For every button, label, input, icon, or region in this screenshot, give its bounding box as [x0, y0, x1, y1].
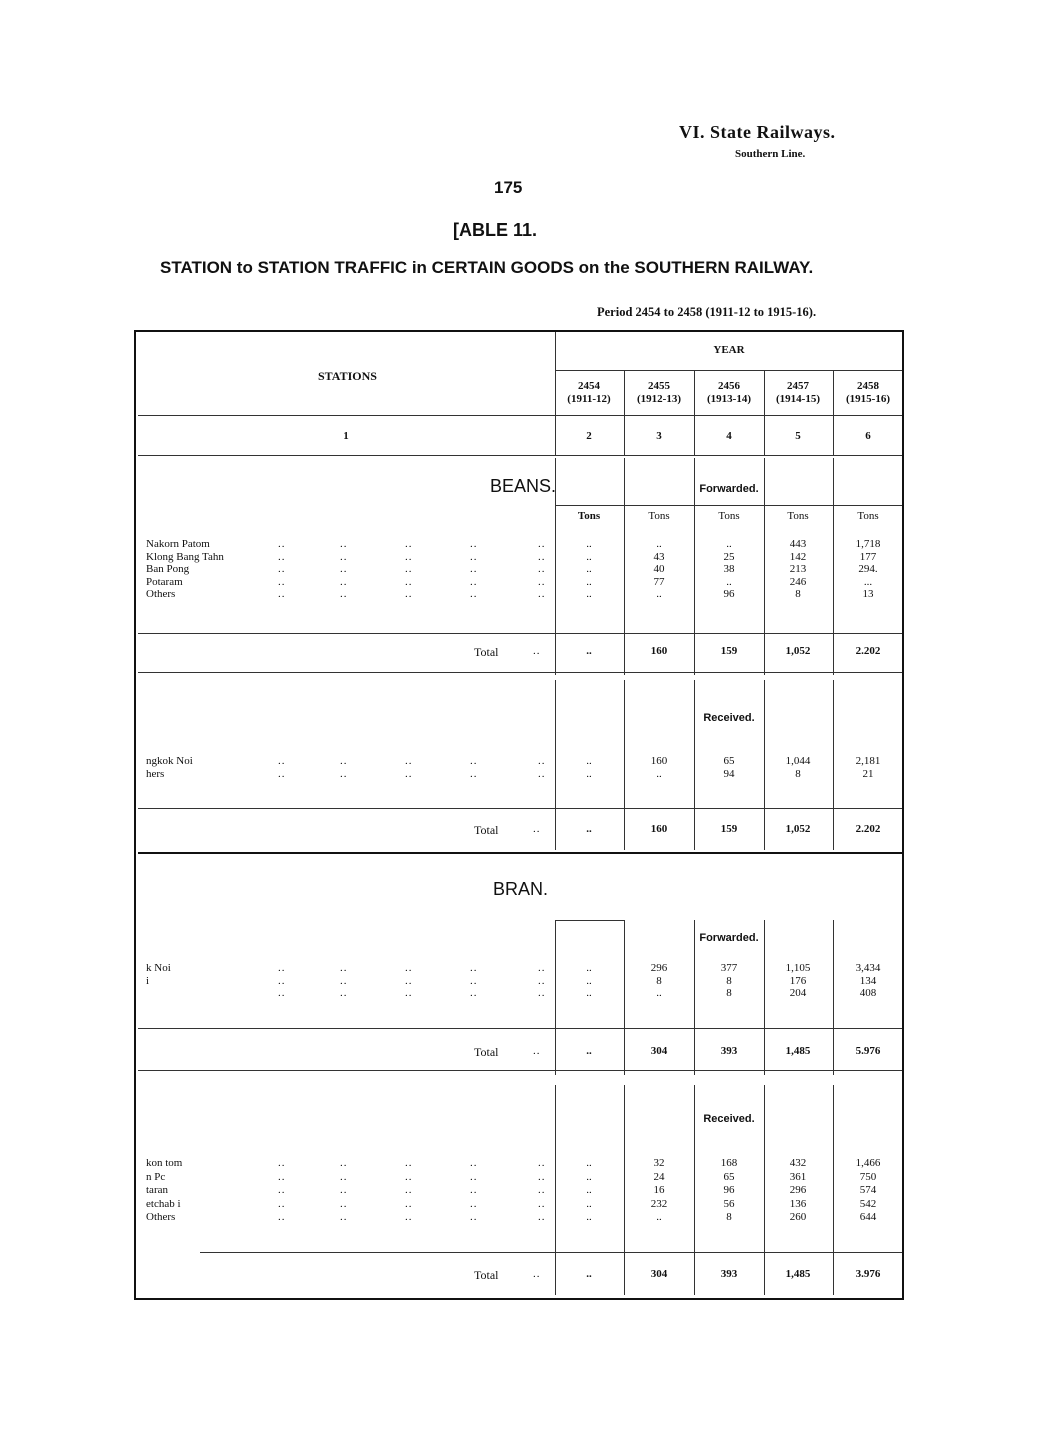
leader-dots: .. [470, 588, 478, 600]
beans-forwarded-value: .. [656, 588, 662, 600]
leader-dots: .. [470, 755, 478, 767]
leader-dots: .. [405, 538, 413, 550]
leader-dots: .. [340, 987, 348, 999]
column-rule [555, 680, 556, 850]
beans-forwarded-value: .. [586, 538, 592, 550]
beans-forwarded-total-value: 160 [650, 645, 668, 657]
beans-forwarded-value: 38 [723, 563, 735, 575]
leader-dots: .. [278, 1184, 286, 1196]
bran-forwarded-value: .. [586, 962, 592, 974]
column-rule [624, 680, 625, 850]
beans-section-title: BEANS. [490, 476, 557, 496]
beans-forwarded-station-name: Klong Bang Tahn [146, 550, 224, 563]
beans-forwarded-value: .. [586, 575, 592, 588]
header-rule [138, 415, 902, 416]
leader-dots: .. [533, 823, 541, 835]
leader-dots: .. [340, 563, 348, 575]
leader-dots: .. [405, 588, 413, 600]
leader-dots: .. [470, 563, 478, 575]
bran-received-total-value: 3.976 [855, 1268, 881, 1280]
column-rule [833, 920, 834, 1075]
bran-forwarded-total-value: 304 [650, 1045, 668, 1057]
leader-dots: .. [405, 575, 413, 588]
column-number: 4 [726, 430, 732, 442]
section-divider [138, 852, 902, 854]
beans-forwarded-value: ... [863, 575, 873, 588]
column-rule [833, 1085, 834, 1295]
bran-received-value: 296 [789, 1184, 807, 1196]
beans-forwarded-value: .. [586, 563, 592, 575]
line-subheading: Southern Line. [735, 148, 806, 160]
beans-received-label: Received. [703, 712, 755, 724]
beans-forwarded-value: 294. [858, 563, 878, 575]
leader-dots: .. [538, 755, 546, 767]
bran-received-total-value: 393 [720, 1268, 738, 1280]
beans-received-total-value: 159 [720, 823, 738, 835]
bran-forwarded-total-value: 5.976 [855, 1045, 881, 1057]
bran-forwarded-value: 204 [789, 987, 807, 999]
bran-forwarded-value: 1,105 [785, 962, 811, 974]
leader-dots: .. [340, 550, 348, 563]
leader-dots: .. [278, 974, 286, 987]
beans-forwarded-value: .. [726, 575, 732, 588]
beans-forwarded-value: .. [656, 538, 662, 550]
beans-forwarded-value: .. [726, 538, 732, 550]
bran-received-station-name: kon tom [146, 1157, 183, 1169]
rule [555, 920, 624, 921]
bran-received-value: .. [586, 1197, 592, 1210]
bran-received-value: 65 [723, 1170, 735, 1183]
beans-forwarded-value: 77 [653, 575, 665, 588]
beans-forwarded-value: 96 [723, 588, 735, 600]
leader-dots: .. [340, 575, 348, 588]
beans-received-value: 8 [795, 767, 801, 780]
bran-received-value: 16 [653, 1184, 665, 1196]
unit-label: Tons [718, 510, 740, 522]
year-column-rule [764, 371, 765, 455]
bran-received-value: 750 [859, 1170, 877, 1183]
leader-dots: .. [340, 1197, 348, 1210]
leader-dots: .. [278, 1211, 286, 1223]
year-ce-label: (1912-13) [637, 393, 681, 405]
leader-dots: .. [533, 1268, 541, 1280]
year-column-rule [833, 371, 834, 455]
year-ce-label: (1913-14) [707, 393, 751, 405]
leader-dots: .. [538, 575, 546, 588]
beans-forwarded-total-value: .. [586, 645, 592, 657]
beans-forwarded-value: 1,718 [855, 538, 881, 550]
leader-dots: .. [538, 1184, 546, 1196]
column-number: 6 [865, 430, 871, 442]
bran-forwarded-value: 8 [726, 974, 732, 987]
year-be-label: 2457 [787, 380, 809, 392]
bran-forwarded-total-label: Total [474, 1045, 499, 1059]
beans-forwarded-value: 8 [795, 588, 801, 600]
beans-forwarded-total-value: 2.202 [855, 645, 881, 657]
column-rule [833, 680, 834, 850]
leader-dots: .. [278, 1157, 286, 1169]
bran-received-value: 432 [789, 1157, 807, 1169]
bran-received-station-name: taran [146, 1184, 168, 1196]
leader-dots: .. [405, 1184, 413, 1196]
column-number: 3 [656, 430, 662, 442]
unit-label: Tons [648, 510, 670, 522]
bran-received-value: 542 [859, 1197, 877, 1210]
bran-forwarded-value: 296 [650, 962, 668, 974]
year-be-label: 2455 [648, 380, 670, 392]
numbering-rule [138, 455, 902, 456]
stations-column-number: 1 [343, 430, 349, 442]
leader-dots: .. [538, 767, 546, 780]
leader-dots: .. [405, 987, 413, 999]
leader-dots: .. [340, 1170, 348, 1183]
beans-received-value: .. [586, 755, 592, 767]
beans-forwarded-value: .. [586, 550, 592, 563]
leader-dots: .. [278, 550, 286, 563]
beans-received-total-value: .. [586, 823, 592, 835]
leader-dots: .. [470, 575, 478, 588]
leader-dots: .. [538, 1157, 546, 1169]
bran-received-value: 168 [720, 1157, 738, 1169]
leader-dots: .. [470, 1211, 478, 1223]
beans-received-station-name: hers [146, 767, 165, 780]
beans-received-value: 1,044 [785, 755, 811, 767]
bran-received-value: 574 [859, 1184, 877, 1196]
bran-received-value: .. [586, 1157, 592, 1169]
leader-dots: .. [405, 767, 413, 780]
bran-forwarded-value: .. [586, 987, 592, 999]
bran-forwarded-total-value: 393 [720, 1045, 738, 1057]
leader-dots: .. [405, 755, 413, 767]
bran-received-value: .. [586, 1211, 592, 1223]
bran-received-value: 232 [650, 1197, 668, 1210]
bran-forwarded-value: .. [656, 987, 662, 999]
leader-dots: .. [340, 588, 348, 600]
beans-forwarded-value: 246 [789, 575, 807, 588]
bran-forwarded-total-value: .. [586, 1045, 592, 1057]
rule [138, 1070, 902, 1071]
bran-received-total-value: 304 [650, 1268, 668, 1280]
bran-received-value: 96 [723, 1184, 735, 1196]
bran-forwarded-station-name: i [146, 974, 150, 987]
year-header: YEAR [713, 344, 745, 356]
bran-received-value: .. [656, 1211, 662, 1223]
beans-forwarded-total-label: Total [474, 645, 499, 659]
leader-dots: .. [538, 588, 546, 600]
bran-forwarded-value: 8 [726, 987, 732, 999]
bran-received-total-label: Total [474, 1268, 499, 1282]
rule [138, 633, 902, 634]
bran-received-value: 32 [653, 1157, 665, 1169]
leader-dots: .. [278, 563, 286, 575]
bran-received-value: 24 [653, 1170, 665, 1183]
leader-dots: .. [278, 1170, 286, 1183]
leader-dots: .. [340, 1211, 348, 1223]
bran-section-title: BRAN. [493, 879, 549, 899]
leader-dots: .. [538, 962, 546, 974]
rule [555, 505, 902, 506]
beans-forwarded-station-name: Others [146, 588, 176, 600]
bran-received-value: 361 [789, 1170, 807, 1183]
bran-received-station-name: n Pc [146, 1170, 166, 1183]
beans-received-value: .. [656, 767, 662, 780]
column-rule [624, 920, 625, 1075]
leader-dots: .. [538, 1211, 546, 1223]
beans-received-value: 94 [723, 767, 735, 780]
column-rule [624, 458, 625, 675]
beans-received-value: 2,181 [855, 755, 881, 767]
column-rule [694, 680, 695, 850]
table-title: STATION to STATION TRAFFIC in CERTAIN GOODS on the SOUTHERN RAILWAY. [160, 258, 814, 277]
leader-dots: .. [340, 962, 348, 974]
leader-dots: .. [470, 1197, 478, 1210]
column-rule [555, 920, 556, 1075]
bran-forwarded-value: 3,434 [855, 962, 881, 974]
leader-dots: .. [533, 645, 541, 657]
leader-dots: .. [278, 962, 286, 974]
leader-dots: .. [470, 987, 478, 999]
leader-dots: .. [538, 1170, 546, 1183]
beans-forwarded-station-name: Nakorn Patom [146, 538, 210, 550]
column-rule [764, 680, 765, 850]
leader-dots: .. [538, 1197, 546, 1210]
leader-dots: .. [538, 538, 546, 550]
bran-forwarded-station-name: k Noi [146, 962, 171, 974]
leader-dots: .. [470, 550, 478, 563]
period-caption: Period 2454 to 2458 (1911-12 to 1915-16). [597, 305, 817, 319]
leader-dots: .. [470, 1170, 478, 1183]
rule [138, 672, 902, 673]
bran-received-total-value: 1,485 [785, 1268, 811, 1280]
beans-forwarded-label: Forwarded. [699, 483, 759, 495]
bran-received-value: .. [586, 1184, 592, 1196]
column-rule [833, 458, 834, 675]
leader-dots: .. [405, 1197, 413, 1210]
leader-dots: .. [340, 974, 348, 987]
unit-label: Tons [577, 510, 601, 522]
leader-dots: .. [470, 962, 478, 974]
column-number: 2 [586, 430, 592, 442]
year-ce-label: (1911-12) [567, 393, 611, 405]
rule [138, 1028, 902, 1029]
bran-forwarded-value: 408 [859, 987, 877, 999]
leader-dots: .. [340, 538, 348, 550]
column-rule [555, 458, 556, 675]
leader-dots: .. [278, 755, 286, 767]
bran-received-value: 56 [723, 1197, 735, 1210]
year-rule [555, 370, 902, 371]
bran-received-value: 8 [726, 1211, 732, 1223]
beans-received-value: 65 [723, 755, 735, 767]
leader-dots: .. [470, 1157, 478, 1169]
beans-forwarded-value: 443 [789, 538, 807, 550]
beans-forwarded-station-name: Potaram [146, 575, 183, 588]
leader-dots: .. [470, 1184, 478, 1196]
beans-forwarded-value: 13 [862, 588, 874, 600]
leader-dots: .. [278, 1197, 286, 1210]
table-label: [ABLE 11. [453, 220, 538, 240]
bran-forwarded-value: .. [586, 974, 592, 987]
bran-received-station-name: etchab i [146, 1197, 181, 1210]
leader-dots: .. [538, 974, 546, 987]
beans-forwarded-total-value: 159 [720, 645, 738, 657]
bran-forwarded-value: 176 [789, 974, 807, 987]
bran-received-value: 1,466 [855, 1157, 881, 1169]
beans-forwarded-value: 142 [789, 550, 807, 563]
beans-received-value: 21 [862, 767, 874, 780]
year-ce-label: (1915-16) [846, 393, 890, 405]
leader-dots: .. [278, 987, 286, 999]
bran-received-label: Received. [703, 1113, 755, 1125]
unit-label: Tons [787, 510, 809, 522]
leader-dots: .. [470, 974, 478, 987]
leader-dots: .. [405, 962, 413, 974]
leader-dots: .. [538, 987, 546, 999]
beans-forwarded-total-value: 1,052 [785, 645, 811, 657]
beans-forwarded-value: 213 [789, 563, 807, 575]
rule [200, 1252, 902, 1253]
beans-received-total-value: 160 [650, 823, 668, 835]
leader-dots: .. [405, 974, 413, 987]
beans-forwarded-station-name: Ban Pong [146, 563, 190, 575]
bran-forwarded-value: 8 [656, 974, 662, 987]
leader-dots: .. [405, 563, 413, 575]
rule [138, 808, 902, 809]
beans-received-total-value: 1,052 [785, 823, 811, 835]
leader-dots: .. [278, 588, 286, 600]
year-column-rule [694, 371, 695, 455]
bran-forwarded-label: Forwarded. [699, 932, 759, 944]
leader-dots: .. [278, 575, 286, 588]
bran-received-station-name: Others [146, 1211, 176, 1223]
page-number: 175 [494, 178, 523, 197]
column-rule [555, 1085, 556, 1295]
bran-forwarded-value: 134 [859, 974, 877, 987]
beans-forwarded-value: 177 [859, 550, 877, 563]
year-be-label: 2456 [718, 380, 740, 392]
beans-forwarded-value: .. [586, 588, 592, 600]
leader-dots: .. [538, 550, 546, 563]
leader-dots: .. [405, 1157, 413, 1169]
beans-forwarded-value: 43 [653, 550, 665, 563]
leader-dots: .. [278, 538, 286, 550]
leader-dots: .. [538, 563, 546, 575]
year-ce-label: (1914-15) [776, 393, 820, 405]
beans-received-total-label: Total [474, 823, 499, 837]
leader-dots: .. [405, 550, 413, 563]
leader-dots: .. [340, 1157, 348, 1169]
beans-received-value: .. [586, 767, 592, 780]
beans-received-value: 160 [650, 755, 668, 767]
column-rule [624, 1085, 625, 1295]
unit-label: Tons [857, 510, 879, 522]
bran-received-value: .. [586, 1170, 592, 1183]
beans-received-total-value: 2.202 [855, 823, 881, 835]
leader-dots: .. [470, 767, 478, 780]
beans-forwarded-value: 40 [653, 563, 665, 575]
year-be-label: 2454 [578, 380, 600, 392]
beans-forwarded-value: 25 [723, 550, 735, 563]
beans-received-station-name: ngkok Noi [146, 755, 193, 767]
leader-dots: .. [405, 1211, 413, 1223]
stations-header: STATIONS [318, 369, 377, 383]
leader-dots: .. [470, 538, 478, 550]
bran-received-value: 644 [859, 1211, 877, 1223]
leader-dots: .. [340, 767, 348, 780]
bran-forwarded-total-value: 1,485 [785, 1045, 811, 1057]
column-number: 5 [795, 430, 801, 442]
year-column-rule [624, 371, 625, 455]
leader-dots: .. [340, 1184, 348, 1196]
leader-dots: .. [340, 755, 348, 767]
bran-forwarded-value: 377 [720, 962, 738, 974]
section-heading: VI. State Railways. [679, 122, 836, 142]
year-be-label: 2458 [857, 380, 879, 392]
bran-received-value: 136 [789, 1197, 807, 1210]
leader-dots: .. [533, 1045, 541, 1057]
leader-dots: .. [405, 1170, 413, 1183]
leader-dots: .. [278, 767, 286, 780]
bran-received-total-value: .. [586, 1268, 592, 1280]
bran-received-value: 260 [789, 1211, 807, 1223]
